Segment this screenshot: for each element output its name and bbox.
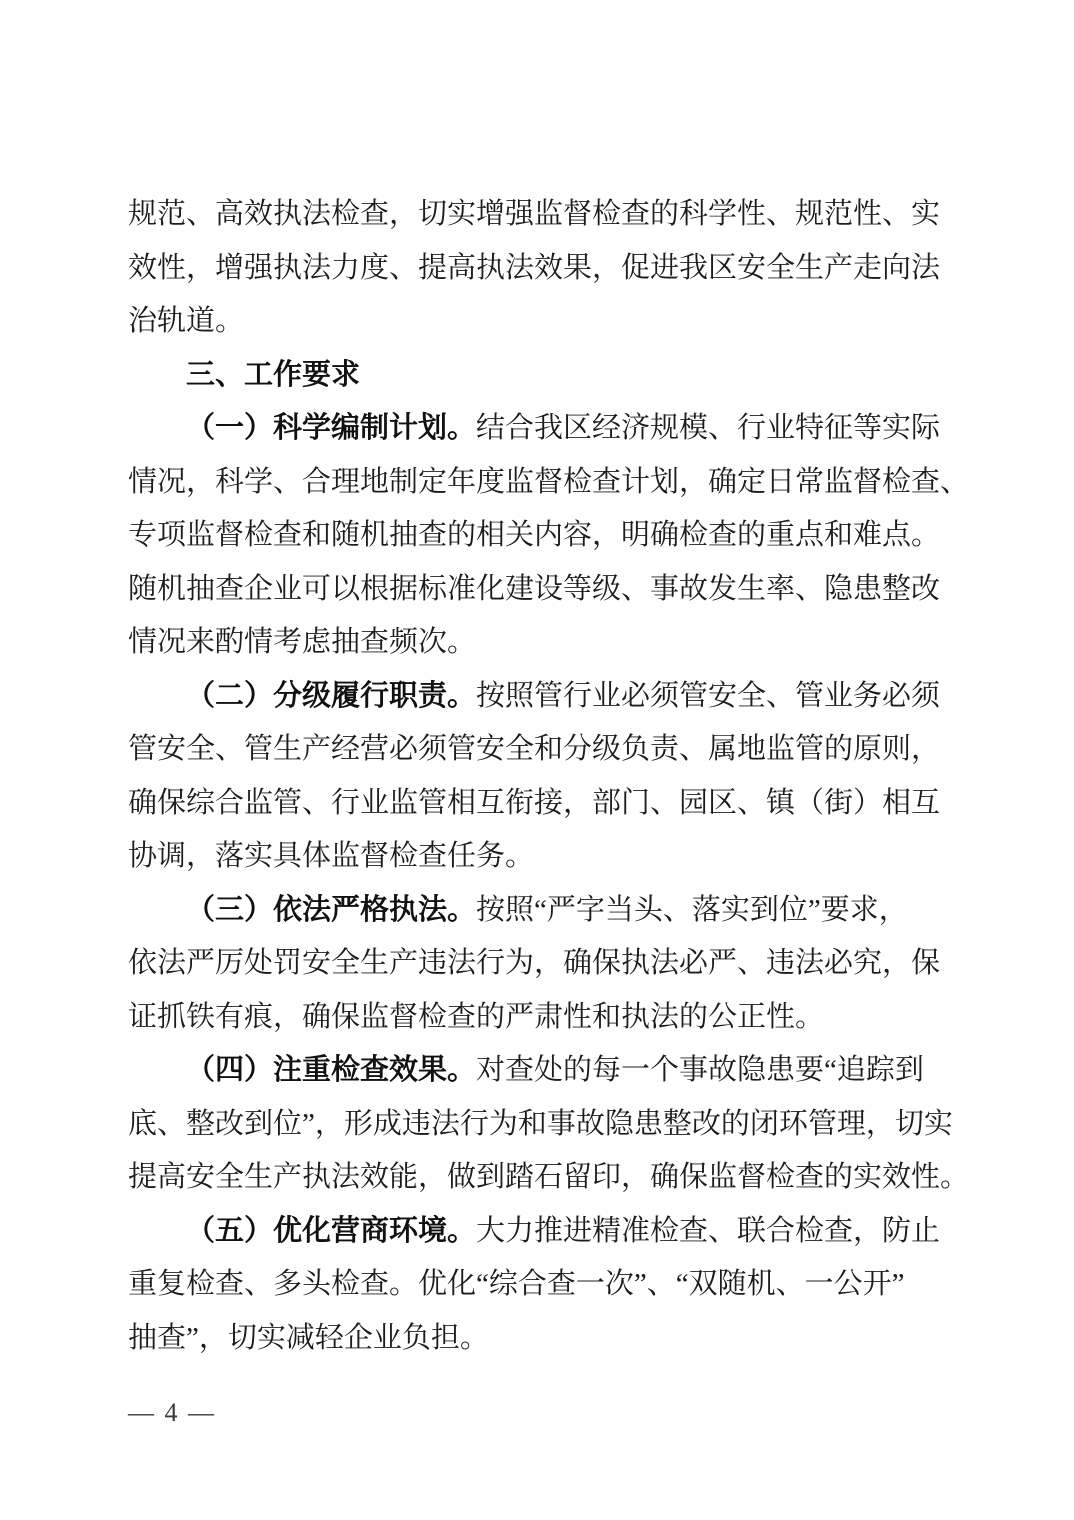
item-3-line: 依法严厉处罚安全生产违法行为，确保执法必严、违法必究，保 xyxy=(128,947,941,979)
section-heading: 三、工作要求 xyxy=(186,358,361,391)
page-number: — 4 — xyxy=(128,1398,216,1427)
item-5-line: 抽查”，切实减轻企业负担。 xyxy=(128,1321,489,1354)
document-body xyxy=(128,188,970,1365)
item-2-line: 协调，落实具体监督检查任务。 xyxy=(128,840,535,872)
item-5-first-line xyxy=(128,1205,958,1259)
item-4-line: 提高安全生产执法效能，做到踏石留印，确保监督检查的实效性。 xyxy=(128,1161,970,1193)
intro-line: 治轨道。 xyxy=(128,305,245,337)
item-2-line: 管安全、管生产经营必须管安全和分级负责、属地监管的原则， xyxy=(128,733,941,765)
item-5-text: 大力推进精准检查、联合检查，防止 xyxy=(476,1214,941,1247)
item-1-line: 情况来酌情考虑抽查频次。 xyxy=(128,626,477,658)
item-4-text: 对查处的每一个事故隐患要“追踪到 xyxy=(476,1054,924,1086)
item-2-lead: （二）分级履行职责。 xyxy=(186,679,477,712)
item-2-first-line xyxy=(128,670,958,724)
item-5-line: 重复检查、多头检查。优化“综合查一次”、“双随机、一公开” xyxy=(128,1268,905,1300)
intro-line: 规范、高效执法检查，切实增强监督检查的科学性、规范性、实 xyxy=(128,198,941,230)
item-1-line: 随机抽查企业可以根据标准化建设等级、事故发生率、隐患整改 xyxy=(128,572,941,605)
item-4-lead: （四）注重检查效果。 xyxy=(186,1054,477,1086)
item-4-line: 底、整改到位”，形成违法行为和事故隐患整改的闭环管理，切实 xyxy=(128,1107,953,1140)
item-3-first-line xyxy=(128,884,958,938)
item-1-text: 结合我区经济规模、行业特征等实际 xyxy=(476,412,941,444)
item-2-line: 确保综合监管、行业监管相互衔接，部门、园区、镇（街）相互 xyxy=(128,786,941,819)
item-1-line: 专项监督检查和随机抽查的相关内容，明确检查的重点和难点。 xyxy=(128,519,941,551)
intro-line: 效性，增强执法力度、提高执法效果，促进我区安全生产走向法 xyxy=(128,251,941,284)
item-3-text: 按照“严字当头、落实到位”要求， xyxy=(476,893,908,926)
item-5-lead: （五）优化营商环境。 xyxy=(186,1214,477,1247)
item-1-first-line xyxy=(128,402,958,456)
item-4-first-line xyxy=(128,1044,958,1098)
item-2-text: 按照管行业必须管安全、管业务必须 xyxy=(476,679,941,712)
item-3-line: 证抓铁有痕，确保监督检查的严肃性和执法的公正性。 xyxy=(128,1000,825,1033)
item-1-line: 情况，科学、合理地制定年度监督检查计划，确定日常监督检查、 xyxy=(128,465,970,498)
item-3-lead: （三）依法严格执法。 xyxy=(186,893,477,926)
item-1-lead: （一）科学编制计划。 xyxy=(186,412,477,444)
